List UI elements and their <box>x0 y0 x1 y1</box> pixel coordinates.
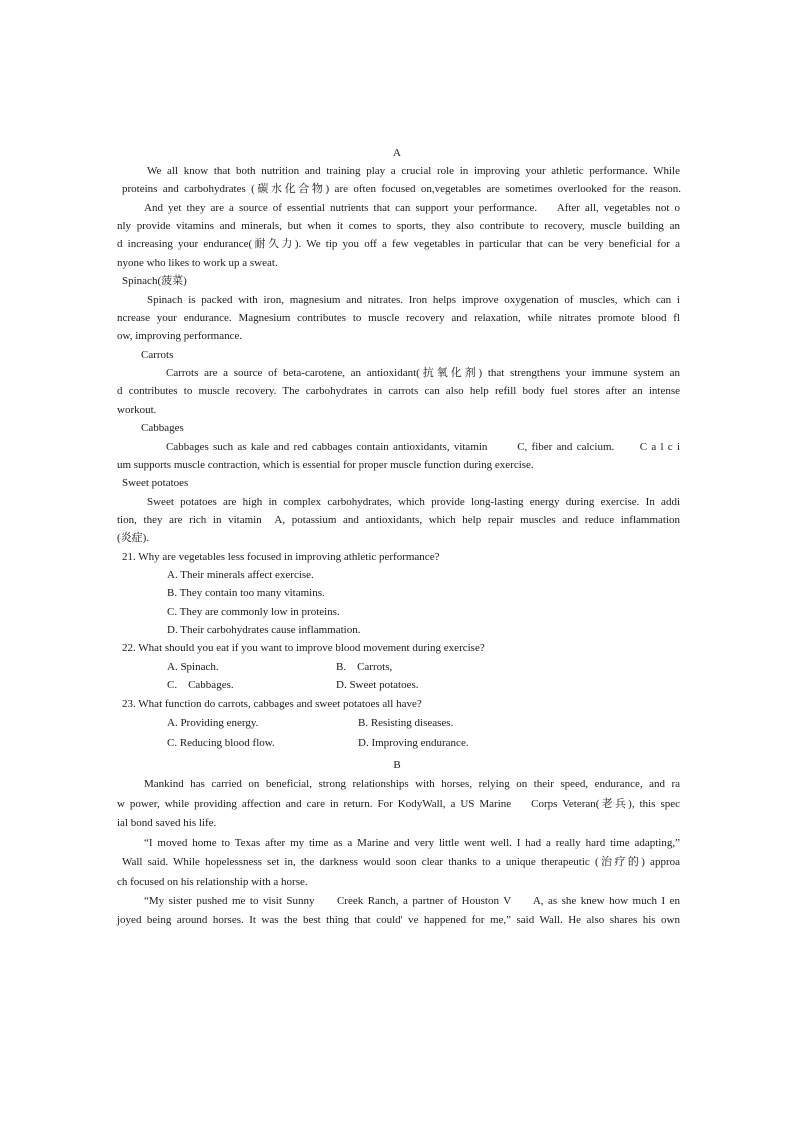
passage-b-heading: B <box>393 759 401 771</box>
paragraph-line: “My sister pushed me to visit Sunny Creek Ranch, a partner of Houston V A, as she knew how much I en <box>144 895 680 907</box>
section-heading-spinach: Spinach(菠菜) <box>122 275 187 287</box>
question-23-stem: 23. What function do carrots, cabbages and sweet potatoes all have? <box>122 698 422 710</box>
question-23-option-a[interactable]: A. Providing energy. <box>167 717 259 729</box>
question-21-stem: 21. Why are vegetables less focused in improving athletic performance? <box>122 551 440 563</box>
question-22-option-b[interactable]: B. Carrots, <box>336 661 393 673</box>
paragraph-line: workout. <box>117 404 157 416</box>
question-22-option-c[interactable]: C. Cabbages. <box>167 679 234 691</box>
paragraph-line: Mankind has carried on beneficial, strong relationships with horses, relying on their speed, endurance, and ra <box>144 778 680 790</box>
paragraph-line: Carrots are a source of beta-carotene, an antioxidant(抗氧化剂) that strengthens your immune system an <box>166 367 680 379</box>
paragraph-line: d increasing your endurance(耐久力). We tip you off a few vegetables in particular that can be very beneficial for a <box>117 238 680 250</box>
passage-a-heading: A <box>393 147 401 159</box>
section-heading-cabbages: Cabbages <box>141 422 184 434</box>
paragraph-line: ow, improving performance. <box>117 330 243 342</box>
paragraph-line: joyed being around horses. It was the best thing that could' ve happened for me,” said Wall. He also shares his own <box>117 914 680 926</box>
question-21-option-b[interactable]: B. They contain too many vitamins. <box>167 587 325 599</box>
question-21-option-d[interactable]: D. Their carbohydrates cause inflammation. <box>167 624 361 636</box>
question-21-option-c[interactable]: C. They are commonly low in proteins. <box>167 606 340 618</box>
paragraph-line: ncrease your endurance. Magnesium contributes to muscle recovery and relaxation, while nitrates promote blood fl <box>117 312 680 324</box>
paragraph-line: proteins and carbohydrates (碳水化合物) are often focused on,vegetables are sometimes overlooked for the reason. <box>122 183 681 195</box>
paragraph-line: tion, they are rich in vitamin A, potassium and antioxidants, which help repair muscles and reduce inflammation <box>117 514 680 526</box>
paragraph-line: nyone who likes to work up a sweat. <box>117 257 278 269</box>
paragraph-line: w power, while providing affection and care in return. For KodyWall, a US Marine Corps Veteran(老兵), this spec <box>117 798 680 810</box>
question-22-option-d[interactable]: D. Sweet potatoes. <box>336 679 419 691</box>
paragraph-line: (炎症). <box>117 532 150 544</box>
paragraph-line: um supports muscle contraction, which is essential for proper muscle function during exercise. <box>117 459 534 471</box>
section-heading-sweet-potatoes: Sweet potatoes <box>122 477 189 489</box>
paragraph-line: ch focused on his relationship with a horse. <box>117 876 308 888</box>
paragraph-line: ial bond saved his life. <box>117 817 217 829</box>
section-heading-carrots: Carrots <box>141 349 174 361</box>
question-23-option-b[interactable]: B. Resisting diseases. <box>358 717 454 729</box>
paragraph-line: And yet they are a source of essential nutrients that can support your performance. After all, vegetables not o <box>144 202 680 214</box>
question-21-option-a[interactable]: A. Their minerals affect exercise. <box>167 569 314 581</box>
paragraph-line: We all know that both nutrition and training play a crucial role in improving your athletic performance. While <box>147 165 680 177</box>
paragraph-line: Sweet potatoes are high in complex carbohydrates, which provide long-lasting energy during exercise. In addi <box>147 496 680 508</box>
paragraph-line: d contributes to muscle recovery. The carbohydrates in carrots can also help refill body fuel stores after an intense <box>117 385 680 397</box>
paragraph-line: “I moved home to Texas after my time as a Marine and very little went well. I had a really hard time adapting,” <box>144 837 680 849</box>
paragraph-line: nly provide vitamins and minerals, but when it comes to sports, they also contribute to recovery, muscle building an <box>117 220 680 232</box>
paragraph-line: Cabbages such as kale and red cabbages contain antioxidants, vitamin C, fiber and calcium. C a l c i <box>166 441 680 453</box>
question-22-stem: 22. What should you eat if you want to improve blood movement during exercise? <box>122 642 485 654</box>
question-23-option-c[interactable]: C. Reducing blood flow. <box>167 737 275 749</box>
question-22-option-a[interactable]: A. Spinach. <box>167 661 219 673</box>
paragraph-line: Spinach is packed with iron, magnesium and nitrates. Iron helps improve oxygenation of muscles, which can i <box>147 294 680 306</box>
paragraph-line: Wall said. While hopelessness set in, the darkness would soon clear thanks to a unique therapeutic (治疗的) approa <box>117 856 680 868</box>
question-23-option-d[interactable]: D. Improving endurance. <box>358 737 469 749</box>
